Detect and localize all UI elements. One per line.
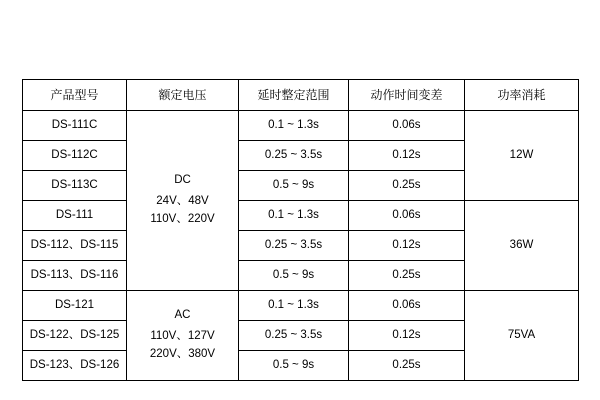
voltage-type: DC: [174, 174, 191, 187]
cell-time-deviation: 0.12s: [349, 141, 465, 171]
cell-delay-range: 0.5 ~ 9s: [239, 261, 349, 291]
cell-power: 12W: [465, 111, 579, 201]
cell-delay-range: 0.1 ~ 1.3s: [239, 201, 349, 231]
cell-model: DS-113、DS-116: [23, 261, 127, 291]
cell-delay-range: 0.1 ~ 1.3s: [239, 111, 349, 141]
cell-time-deviation: 0.25s: [349, 351, 465, 381]
table-header-row: [23, 80, 579, 111]
cell-delay-range: 0.5 ~ 9s: [239, 351, 349, 381]
cell-model: DS-122、DS-125: [23, 321, 127, 351]
cell-model: DS-112、DS-115: [23, 231, 127, 261]
column-header-delay-range: 延时整定范围: [239, 80, 349, 111]
column-header-model: 产品型号: [23, 80, 127, 111]
voltage-type: AC: [174, 309, 191, 322]
cell-time-deviation: 0.25s: [349, 261, 465, 291]
table-row: [23, 201, 579, 231]
voltage-line-2: 220V、380V: [149, 348, 216, 361]
voltage-line-2: 110V、220V: [150, 213, 215, 226]
cell-delay-range: 0.25 ~ 3.5s: [239, 231, 349, 261]
cell-model: DS-113C: [23, 171, 127, 201]
voltage-line-1: 110V、127V: [150, 329, 215, 342]
cell-delay-range: 0.25 ~ 3.5s: [239, 141, 349, 171]
cell-time-deviation: 0.06s: [349, 291, 465, 321]
specification-table: [22, 79, 579, 381]
cell-model: DS-112C: [23, 141, 127, 171]
cell-power: 75VA: [465, 291, 579, 381]
column-header-power: 功率消耗: [465, 80, 579, 111]
cell-delay-range: 0.1 ~ 1.3s: [239, 291, 349, 321]
voltage-line-1: 24V、48V: [156, 194, 209, 207]
cell-time-deviation: 0.12s: [349, 231, 465, 261]
cell-voltage-dc: [127, 111, 239, 291]
cell-time-deviation: 0.06s: [349, 201, 465, 231]
cell-model: DS-121: [23, 291, 127, 321]
cell-model: DS-111: [23, 201, 127, 231]
cell-delay-range: 0.5 ~ 9s: [239, 171, 349, 201]
table-row: [23, 111, 579, 141]
cell-voltage-ac: [127, 291, 239, 381]
cell-model: DS-111C: [23, 111, 127, 141]
cell-time-deviation: 0.12s: [349, 321, 465, 351]
cell-delay-range: 0.25 ~ 3.5s: [239, 321, 349, 351]
table-row: [23, 291, 579, 321]
cell-time-deviation: 0.25s: [349, 171, 465, 201]
column-header-time-deviation: 动作时间变差: [349, 80, 465, 111]
column-header-voltage: 额定电压: [127, 80, 239, 111]
cell-time-deviation: 0.06s: [349, 111, 465, 141]
cell-model: DS-123、DS-126: [23, 351, 127, 381]
cell-power: 36W: [465, 201, 579, 291]
